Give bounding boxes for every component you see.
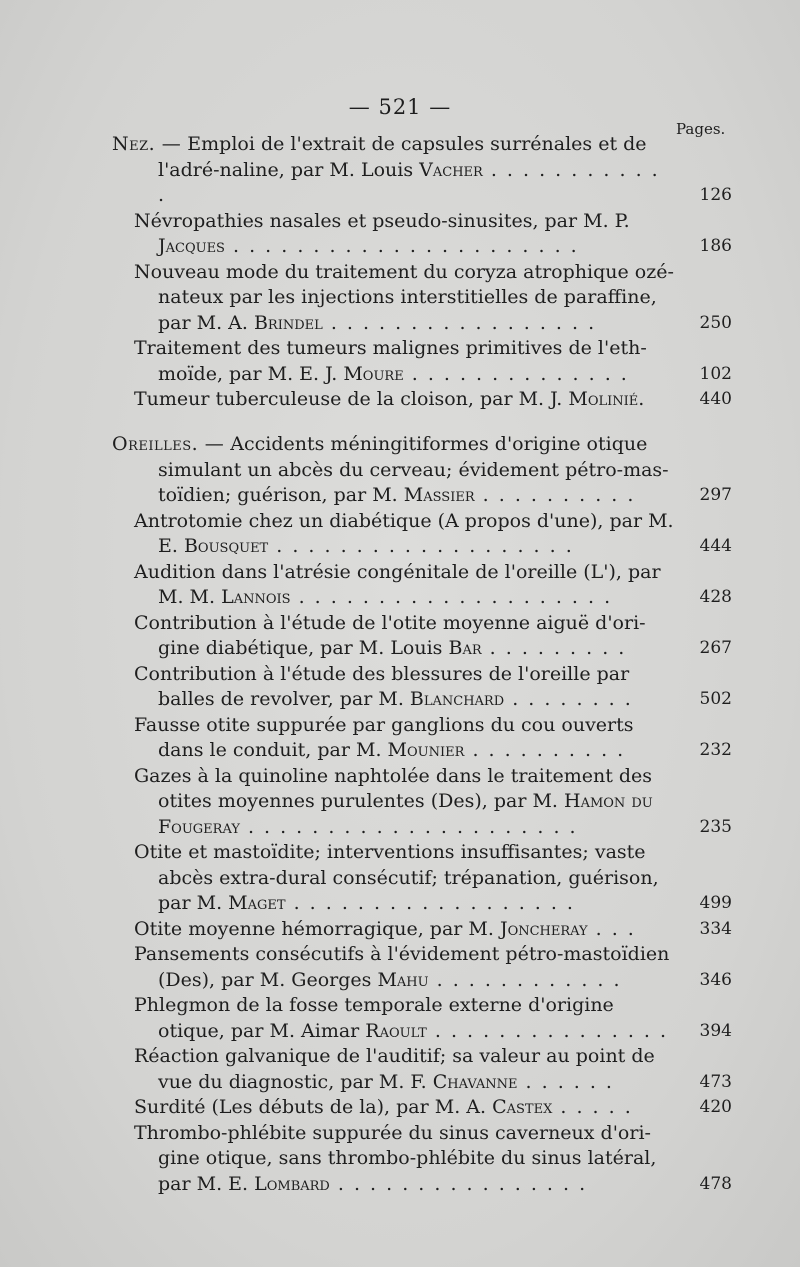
- entry-page: 267: [699, 638, 732, 658]
- index-entry: [112, 260, 732, 337]
- entry-title: Phlegmon de la fosse temporale externe d'origine otique, par M. Aimar: [134, 994, 614, 1042]
- entry-author: Raoult: [365, 1019, 427, 1042]
- index-entry: [112, 840, 732, 917]
- leader-dots: . . . . . . . . .: [481, 637, 627, 659]
- entry-page: 478: [699, 1173, 732, 1194]
- entry-title: Contribution à l'étude de l'otite moyenne aiguë d'ori-gine diabétique, par M. Louis: [134, 611, 646, 659]
- index-entry: [112, 662, 732, 713]
- entry-author: Chavanne: [432, 1070, 518, 1093]
- entry-page: 186: [699, 236, 732, 256]
- entry-title: Contribution à l'étude des blessures de l'oreille par balles de revolver, par M.: [134, 662, 630, 710]
- index-entry: [112, 1121, 732, 1198]
- index-entry: [112, 1044, 732, 1095]
- entry-author: Mounier: [387, 739, 465, 761]
- entry-author: Massier: [403, 484, 475, 506]
- index-entry: [112, 387, 732, 413]
- entry-page: 334: [699, 918, 732, 939]
- entry-title: Nouveau mode du traitement du coryza atrophique ozé-nateux par les injections interstitielles de paraffine, par M. A.: [134, 260, 674, 334]
- entry-title: Réaction galvanique de l'auditif; sa valeur au point de vue du diagnostic, par M. F.: [134, 1045, 655, 1093]
- section-oreilles: [112, 432, 732, 1197]
- entry-author: Lannois: [221, 586, 291, 608]
- entry-title: Pansements consécutifs à l'évidement pétro-mastoïdien (Des), par M. Georges: [134, 943, 670, 991]
- entry-page: 232: [699, 740, 732, 760]
- entry-author: Jacques: [158, 235, 225, 257]
- index-entry: [112, 611, 732, 662]
- entry-author: Maget: [228, 892, 286, 914]
- entry-title: Tumeur tuberculeuse de la cloison, par M. J.: [134, 388, 563, 410]
- entry-author: Moure: [343, 362, 404, 385]
- entry-page: 473: [699, 1071, 732, 1092]
- entry-author: Bousquet: [183, 535, 269, 557]
- entry-title: Accidents méningitiformes d'origine otique simulant un abcès du cerveau; évidement pétro-mas-toïdien; guérison, par M.: [158, 433, 669, 506]
- leader-dots: . . . . . . . . . . . .: [428, 968, 622, 991]
- entry-page: 250: [699, 312, 732, 333]
- entry-page: 297: [699, 485, 732, 505]
- leader-dots: . . . . . . . . . . . . . . . . . . . . . .: [224, 235, 579, 257]
- leader-dots: . . . . . . . . . .: [464, 739, 626, 761]
- leader-dots: . . . . . . . . . . . . . .: [403, 362, 629, 385]
- leader-dots: . . . . . . . . . . . . . . . . .: [322, 311, 597, 334]
- leader-dots: . . . . .: [552, 1096, 633, 1118]
- index-entry: [112, 713, 732, 764]
- entry-author: Vacher: [419, 158, 483, 181]
- pages-column-label: Pages.: [676, 120, 726, 138]
- entry-page: 394: [699, 1020, 732, 1041]
- entry-page: 346: [699, 969, 732, 990]
- entry-title: Traitement des tumeurs malignes primitives de l'eth-moïde, par M. E. J.: [134, 337, 647, 385]
- entry-title: Surdité (Les débuts de la), par M. A.: [134, 1096, 487, 1118]
- index-entry: [112, 560, 732, 611]
- entry-title: Antrotomie chez un diabétique (A propos d'une), par M. E.: [134, 509, 674, 557]
- leader-dots: . . . . . . . . . . . .: [158, 158, 660, 206]
- entry-title: Emploi de l'extrait de capsules surrénales et de l'adré-naline, par M. Louis: [158, 133, 647, 181]
- entry-author: Mahu: [377, 968, 429, 991]
- entry-author: Blanchard: [409, 688, 505, 710]
- entry-page: 235: [699, 816, 732, 837]
- entry-title: Audition dans l'atrésie congénitale de l'oreille (L'), par M. M.: [134, 560, 661, 608]
- leader-dots: . . . . . .: [517, 1070, 614, 1093]
- index-entry: [112, 209, 732, 260]
- index-entry: [112, 432, 732, 509]
- entry-title: Thrombo-phlébite suppurée du sinus caverneux d'ori-gine otique, sans thrombo-phlébite du sinus latéral, par M. E.: [134, 1121, 657, 1195]
- entry-page: 428: [699, 587, 732, 607]
- entry-page: 420: [699, 1097, 732, 1117]
- entry-author: Brindel: [253, 311, 323, 334]
- index-entry: [112, 917, 732, 943]
- entry-author: Lombard: [254, 1172, 330, 1195]
- leader-dots: .: [638, 388, 647, 410]
- entry-title: Fausse otite suppurée par ganglions du cou ouverts dans le conduit, par M.: [134, 713, 634, 761]
- entry-author: Castex: [492, 1096, 553, 1118]
- leader-dots: . . . . . . . .: [504, 688, 633, 710]
- index-entry: [112, 132, 732, 209]
- page-number: — 521 —: [348, 95, 452, 119]
- index-entry: [112, 942, 732, 993]
- index-entry: [112, 1095, 732, 1121]
- section-heading: Oreilles. —: [112, 433, 225, 455]
- entry-page: 440: [699, 389, 732, 409]
- leader-dots: . . .: [587, 917, 636, 940]
- entry-author: Bar: [448, 637, 482, 659]
- entry-page: 126: [699, 185, 732, 205]
- entry-title: Gazes à la quinoline naphtolée dans le traitement des otites moyennes purulentes (Des), par M.: [134, 764, 653, 812]
- index-entry: [112, 336, 732, 387]
- entry-page: 499: [699, 893, 732, 913]
- leader-dots: . . . . . . . . . . . . . . . . . . . .: [290, 586, 613, 608]
- entry-title: Otite moyenne hémorragique, par M.: [134, 917, 494, 940]
- entry-author: Molinié: [568, 388, 639, 410]
- entry-title: Otite et mastoïdite; interventions insuffisantes; vaste abcès extra-dural consécutif; trépanation, guérison, par M.: [134, 841, 659, 914]
- leader-dots: . . . . . . . . . . . . . . . . . . .: [268, 535, 574, 557]
- entry-page: 102: [699, 363, 732, 384]
- leader-dots: . . . . . . . . . . . . . . . .: [329, 1172, 588, 1195]
- leader-dots: . . . . . . . . . . . . . . .: [426, 1019, 669, 1042]
- section-heading: Nez. —: [112, 133, 182, 155]
- entry-author: Joncheray: [499, 917, 588, 940]
- entry-page: 444: [699, 536, 732, 556]
- index-entry: [112, 509, 732, 560]
- entry-page: 502: [699, 689, 732, 709]
- section-nez: [112, 132, 732, 413]
- leader-dots: . . . . . . . . . . . . . . . . . .: [285, 892, 575, 914]
- leader-dots: . . . . . . . . . .: [474, 484, 636, 506]
- index-entry: [112, 764, 732, 841]
- index-entry: [112, 993, 732, 1044]
- entry-title: Névropathies nasales et pseudo-sinusites, par M. P.: [134, 209, 630, 232]
- entry-author: Hamon du Fougeray: [158, 790, 653, 838]
- leader-dots: . . . . . . . . . . . . . . . . . . . . .: [239, 815, 578, 838]
